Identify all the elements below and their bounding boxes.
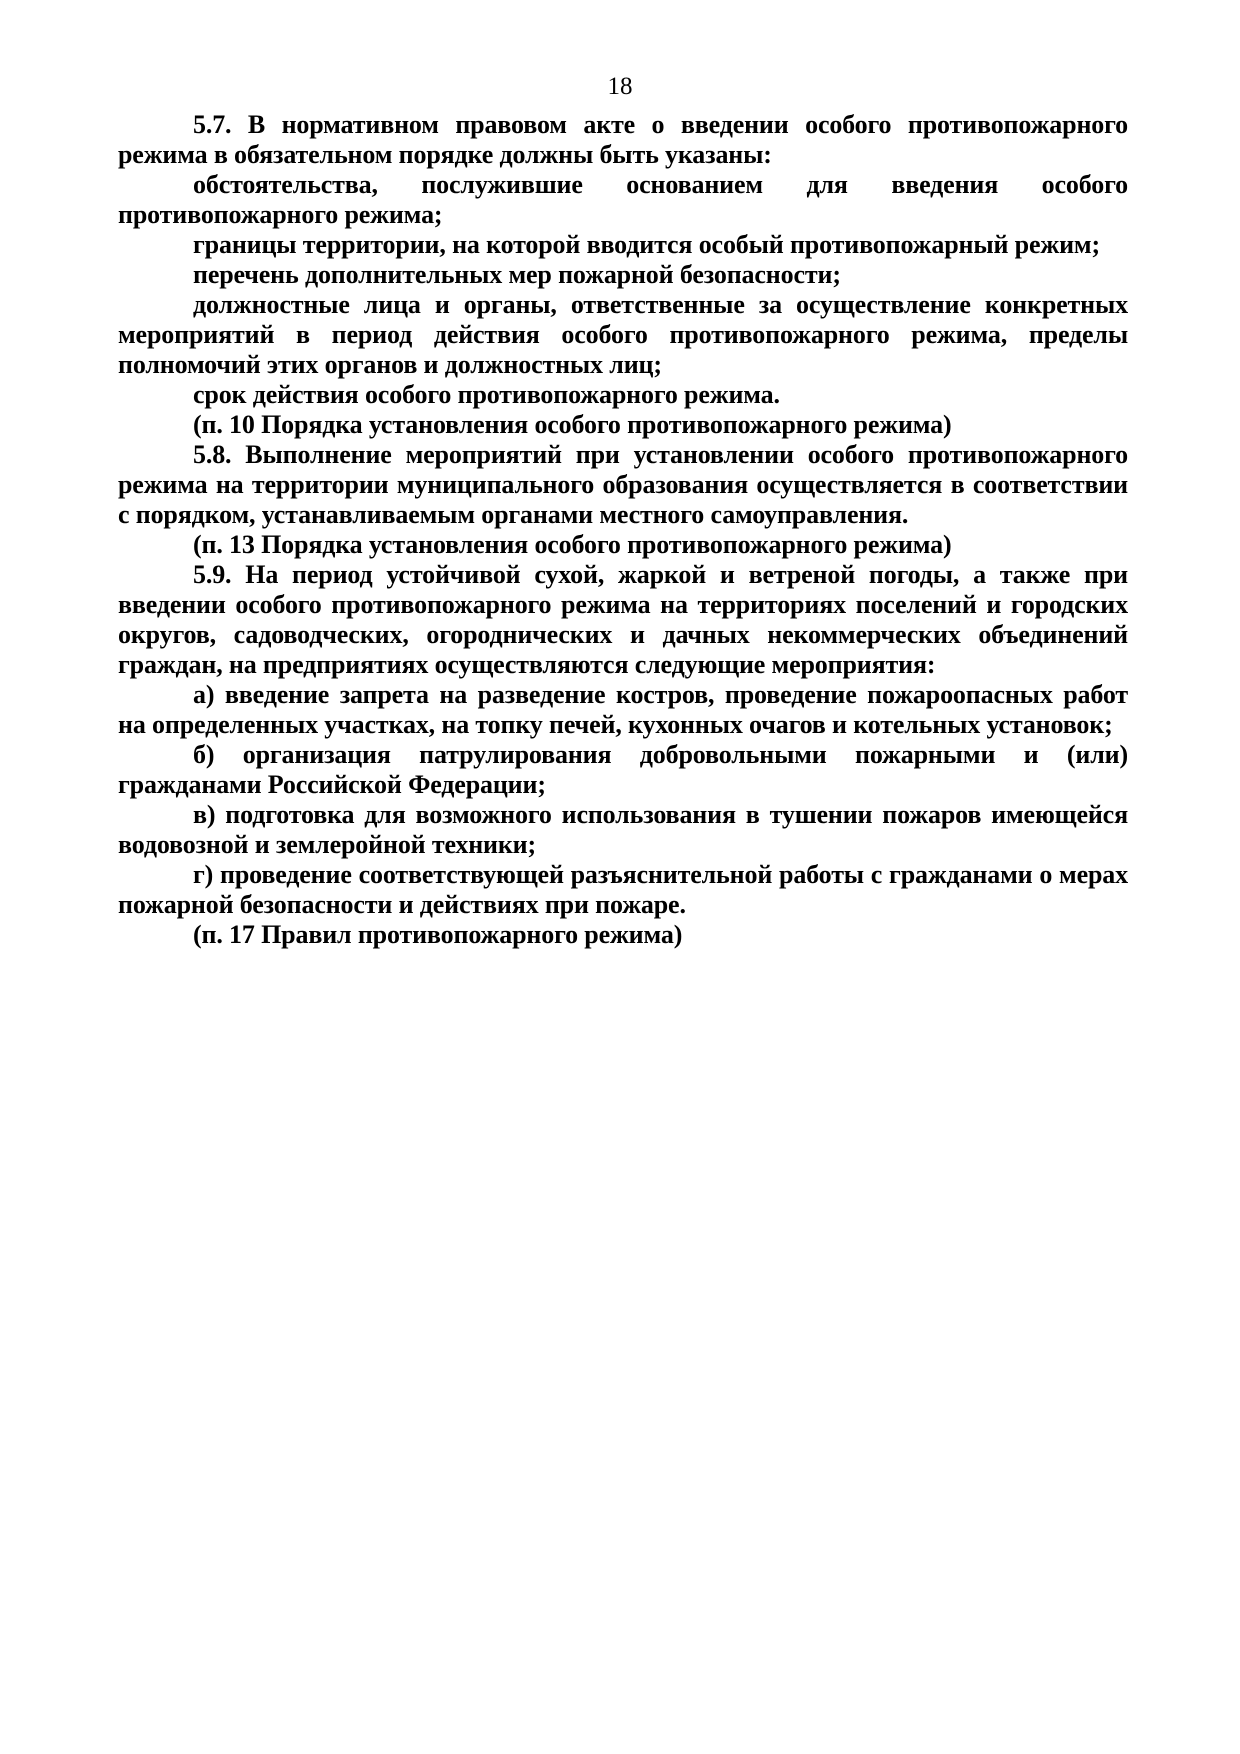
reference-p10: (п. 10 Порядка установления особого противопожарного режима) [193, 410, 952, 439]
list-item-duration: срок действия особого противопожарного режима. [193, 380, 780, 409]
reference-p17: (п. 17 Правил противопожарного режима) [193, 920, 683, 949]
list-item-v-equipment: в) подготовка для возможного использования в тушении пожаров имеющейся водовозной и землеройной техники; [118, 800, 1128, 859]
list-item-circumstances: обстоятельства, послужившие основанием для введения особого противопожарного режима; [118, 170, 1128, 229]
paragraph-5-8: 5.8. Выполнение мероприятий при установлении особого противопожарного режима на территории муниципального образования осуществляется в соответствии с порядком, устанавливаемым органами местного самоуправления. [118, 440, 1128, 529]
list-item-additional-measures: перечень дополнительных мер пожарной безопасности; [193, 260, 841, 289]
paragraph-5-7-intro: 5.7. В нормативном правовом акте о введении особого противопожарного режима в обязательном порядке должны быть указаны: [118, 110, 1128, 169]
list-item-g-outreach: г) проведение соответствующей разъяснительной работы с гражданами о мерах пожарной безопасности и действиях при пожаре. [118, 860, 1128, 919]
page-number: 18 [607, 73, 633, 100]
reference-p13: (п. 13 Порядка установления особого противопожарного режима) [193, 530, 952, 559]
paragraph-5-9-intro: 5.9. На период устойчивой сухой, жаркой и ветреной погоды, а также при введении особого противопожарного режима на территориях поселений и городских округов, садоводческих, огороднических и дачных некоммерческих объединений граждан, на предприятиях осуществляются следующие мероприятия: [118, 560, 1128, 679]
list-item-responsible-officials: должностные лица и органы, ответственные за осуществление конкретных мероприятий в период действия особого противопожарного режима, пределы полномочий этих органов и должностных лиц; [118, 290, 1128, 379]
list-item-a-fire-ban: а) введение запрета на разведение костров, проведение пожароопасных работ на определенных участках, на топку печей, кухонных очагов и котельных установок; [118, 680, 1128, 739]
list-item-b-patrols: б) организация патрулирования добровольными пожарными и (или) гражданами Российской Федерации; [118, 740, 1128, 799]
document-body [118, 110, 1128, 950]
list-item-territory-borders: границы территории, на которой вводится особый противопожарный режим; [193, 230, 1100, 259]
